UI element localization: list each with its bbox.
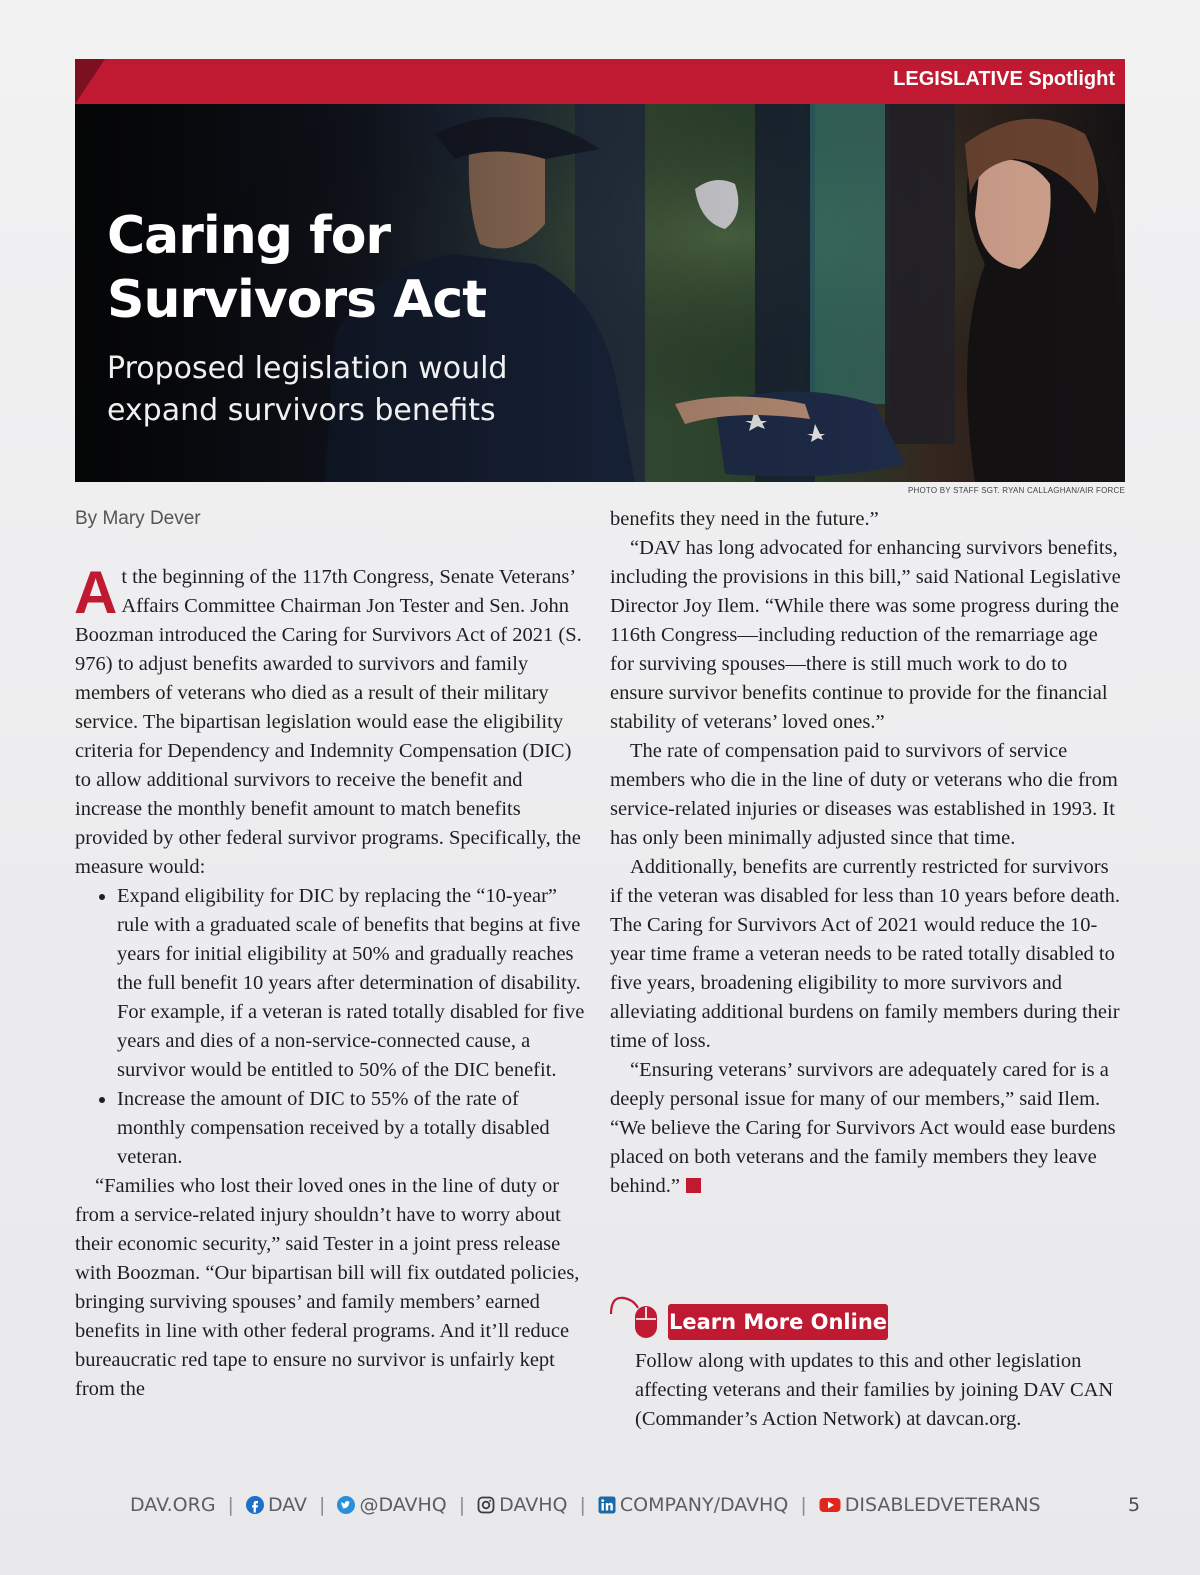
footer-linkedin-label: COMPANY/DAVHQ [619,1494,789,1516]
banner-notch [75,59,105,104]
tester-quote-paragraph: “Families who lost their loved ones in the line of duty or from a service-related injury shouldn’t have to worry about their economic security,” said Tester in a joint press release with Boozman. “Our bipartisan bill will fix outdated policies, bringing surviving spouses’ and family members’ earned benefits in line with other federal programs. And it’ll reduce bureaucratic red tape to ensure no survivor is unfairly kept from the [75,1175,580,1400]
article-title: Caring for Survivors Act [107,206,487,330]
footer-site-link[interactable]: DAV.ORG [130,1494,216,1516]
footer-instagram-link[interactable] [477,1494,567,1516]
footer-facebook-label: DAV [267,1494,308,1516]
section-label: LEGISLATIVE Spotlight [893,68,1115,90]
hero-photo [75,104,1125,482]
footer-divider: | [227,1494,234,1516]
footer-facebook-link[interactable] [246,1494,307,1516]
linkedin-icon [598,1496,616,1514]
body-paragraph: Additionally, benefits are currently restricted for survivors if the veteran was disabled for less than 10 years before death. The Caring for Survivors Act of 2021 would reduce the 10-year time frame a veteran needs to be rated totally disabled to five years, broadening eligibility to more survivors and alleviating additional burdens on family members during their time of loss. [610,856,1121,1052]
footer-youtube-label: DISABLEDVETERANS [844,1494,1041,1516]
twitter-icon [337,1496,355,1514]
article-left-column [74,559,585,1404]
continuation-paragraph: benefits they need in the future.” [610,508,879,530]
youtube-icon [819,1497,841,1513]
facebook-icon [246,1496,264,1514]
mouse-icon [608,1292,666,1342]
section-banner [75,59,1125,104]
footer-linkedin-link[interactable] [598,1494,788,1516]
footer-divider: | [319,1494,326,1516]
instagram-icon [477,1496,495,1514]
drop-cap: A [74,559,118,626]
closing-paragraph [610,1056,1125,1201]
learn-more-text: Follow along with updates to this and other legislation affecting veterans and their families by joining DAV CAN (Commander’s Action Network) at davcan.org. [635,1350,1114,1430]
intro-paragraph [74,559,585,882]
body-paragraph: “DAV has long advocated for enhancing survivors benefits, including the provisions in this bill,” said National Legislative Director Joy Ilem. “While there was some progress during the 116th Congress—including reduction of the remarriage age for surviving spouses—there is still much work to do to ensure survivor benefits continue to provide for the financial stability of veterans’ loved ones.” [610,537,1121,733]
footer [130,1490,1041,1520]
footer-youtube-link[interactable] [819,1494,1041,1516]
footer-twitter-link[interactable] [337,1494,446,1516]
article-right-column [610,505,1125,1201]
footer-divider: | [800,1494,807,1516]
body-paragraph: The rate of compensation paid to survivors of service members who die in the line of duty or veterans who die from service-related injuries or diseases was established in 1993. It has only been minimally adjusted since that time. [610,740,1118,849]
list-item: Expand eligibility for DIC by replacing the “10-year” rule with a graduated scale of benefits that begins at five years for initial eligibility at 50% and gradually reaches the full benefit 10 years after determination of disability. For example, if a veteran is rated totally disabled for five years and dies of a non-service-connected cause, a survivor would be entitled to 50% of the DIC benefit. [117,882,585,1085]
footer-divider: | [458,1494,466,1516]
article-subtitle: Proposed legislation would expand survivors benefits [107,351,508,428]
closing-text: “Ensuring veterans’ survivors are adequately cared for is a deeply personal issue for many of our members,” said Ilem. “We believe the Caring for Survivors Act would ease burdens placed on both veterans and the family members they leave behind.” [610,1059,1116,1197]
footer-twitter-label: @DAVHQ [359,1494,447,1516]
list-item: Increase the amount of DIC to 55% of the rate of monthly compensation received by a totally disabled veteran. [117,1085,585,1172]
byline: By Mary Dever [75,508,201,529]
page-number: 5 [1128,1494,1141,1516]
learn-more-button[interactable]: Learn More Online [668,1304,888,1340]
photo-credit: PHOTO BY STAFF SGT. RYAN CALLAGHAN/AIR FORCE [908,486,1125,495]
footer-instagram-label: DAVHQ [499,1494,568,1516]
end-mark [686,1178,701,1193]
intro-text: t the beginning of the 117th Congress, Senate Veterans’ Affairs Committee Chairman Jon Tester and Sen. John Boozman introduced the Caring for Survivors Act of 2021 (S. 976) to adjust benefits awarded to survivors and family members of veterans who died as a result of their military service. The bipartisan legislation would ease the eligibility criteria for Dependency and Indemnity Compensation (DIC) to allow additional survivors to receive the benefit and increase the monthly benefit amount to match benefits provided by other federal survivor programs. Specifically, the measure would: [75,566,582,878]
footer-divider: | [579,1494,586,1516]
measure-list [75,882,585,1172]
